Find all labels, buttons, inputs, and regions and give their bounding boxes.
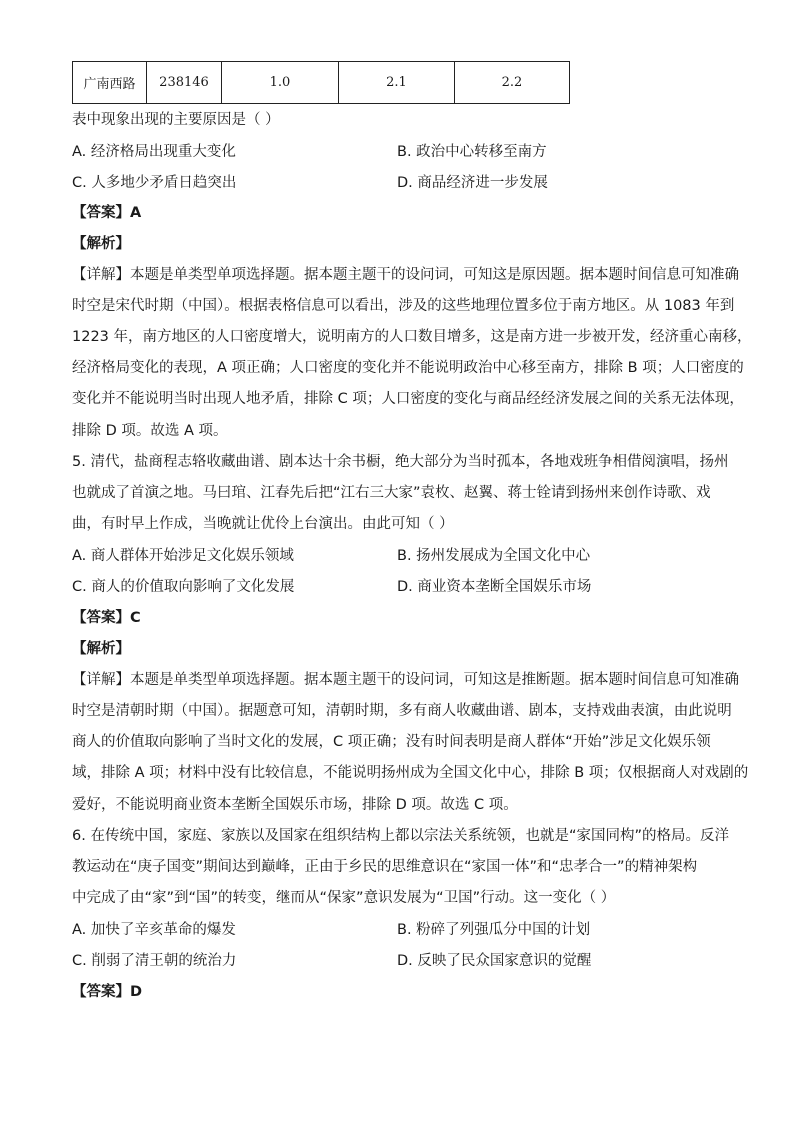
question-stem: 中完成了由“家”到“国”的转变，继而从“保家”意识发展为“卫国”行动。这一变化（ ）: [72, 890, 616, 906]
detail-line: 爱好，不能说明商业资本垄断全国娱乐市场，排除 D 项。故选 C 项。: [72, 797, 518, 813]
detail-line: 【详解】本题是单类型单项选择题。据本题主题干的设问词，可知这是推断题。据本题时间信息可知准确: [72, 672, 739, 688]
detail-line: 时空是宋代时期（中国）。根据表格信息可以看出，涉及的这些地理位置多位于南方地区。从 1083 年到: [72, 298, 735, 314]
table-cell: 2.1: [339, 62, 455, 104]
option-c: C. 削弱了清王朝的统治力: [72, 953, 237, 969]
option-d: D. 反映了民众国家意识的觉醒: [397, 953, 592, 969]
answer-label: 【答案】D: [72, 984, 143, 1000]
option-c: C. 人多地少矛盾日趋突出: [72, 175, 237, 191]
table-cell: 238146: [147, 62, 222, 104]
question-stem: 曲，有时早上作成，当晚就让优伶上台演出。由此可知（ ）: [72, 516, 454, 532]
detail-line: 经济格局变化的表现，A 项正确；人口密度的变化并不能说明政治中心移至南方，排除 B 项；人口密度的: [72, 360, 744, 376]
option-d: D. 商品经济进一步发展: [397, 175, 548, 191]
question-stem: 6. 在传统中国，家庭、家族以及国家在组织结构上都以宗法关系统领，也就是“家国同构”的格局。反洋: [72, 828, 729, 844]
option-d: D. 商业资本垄断全国娱乐市场: [397, 579, 592, 595]
detail-line: 域，排除 A 项；材料中没有比较信息，不能说明扬州成为全国文化中心，排除 B 项；仅根据商人对戏剧的: [72, 765, 749, 781]
detail-line: 1223 年，南方地区的人口密度增大，说明南方的人口数目增多，这是南方进一步被开发，经济重心南移，: [72, 329, 752, 345]
option-a: A. 经济格局出现重大变化: [72, 144, 236, 160]
table-cell: 2.2: [455, 62, 570, 104]
data-table: [72, 61, 570, 104]
table-cell: 广南西路: [73, 62, 147, 104]
answer-label: 【答案】C: [72, 610, 141, 626]
question-stem: 5. 清代，盐商程志辂收藏曲谱、剧本达十余书橱，绝大部分为当时孤本，各地戏班争相借阅演唱，扬州: [72, 454, 729, 470]
detail-line: 商人的价值取向影响了当时文化的发展，C 项正确；没有时间表明是商人群体“开始”涉足文化娱乐领: [72, 734, 711, 750]
detail-line: 排除 D 项。故选 A 项。: [72, 423, 228, 439]
detail-line: 时空是清朝时期（中国）。据题意可知，清朝时期，多有商人收藏曲谱、剧本，支持戏曲表演，由此说明: [72, 703, 732, 719]
analysis-label: 【解析】: [72, 236, 130, 252]
question-stem: 教运动在“庚子国变”期间达到巅峰，正由于乡民的思维意识在“家国一体”和“忠孝合一”的精神架构: [72, 859, 698, 875]
question-stem: 表中现象出现的主要原因是（ ）: [72, 112, 280, 128]
option-a: A. 加快了辛亥革命的爆发: [72, 922, 236, 938]
question-stem: 也就成了首演之地。马曰琯、江春先后把“江右三大家”袁枚、赵翼、蒋士铨请到扬州来创作诗歌、戏: [72, 485, 711, 501]
table-cell: 1.0: [222, 62, 339, 104]
option-c: C. 商人的价值取向影响了文化发展: [72, 579, 295, 595]
option-b: B. 粉碎了列强瓜分中国的计划: [397, 922, 591, 938]
table-row: [73, 62, 570, 104]
detail-line: 变化并不能说明当时出现人地矛盾，排除 C 项；人口密度的变化与商品经经济发展之间的关系无法体现，: [72, 391, 744, 407]
option-b: B. 扬州发展成为全国文化中心: [397, 548, 591, 564]
option-b: B. 政治中心转移至南方: [397, 144, 547, 160]
answer-label: 【答案】A: [72, 205, 142, 221]
option-a: A. 商人群体开始涉足文化娱乐领域: [72, 548, 294, 564]
detail-line: 【详解】本题是单类型单项选择题。据本题主题干的设问词，可知这是原因题。据本题时间信息可知准确: [72, 267, 739, 283]
analysis-label: 【解析】: [72, 641, 130, 657]
